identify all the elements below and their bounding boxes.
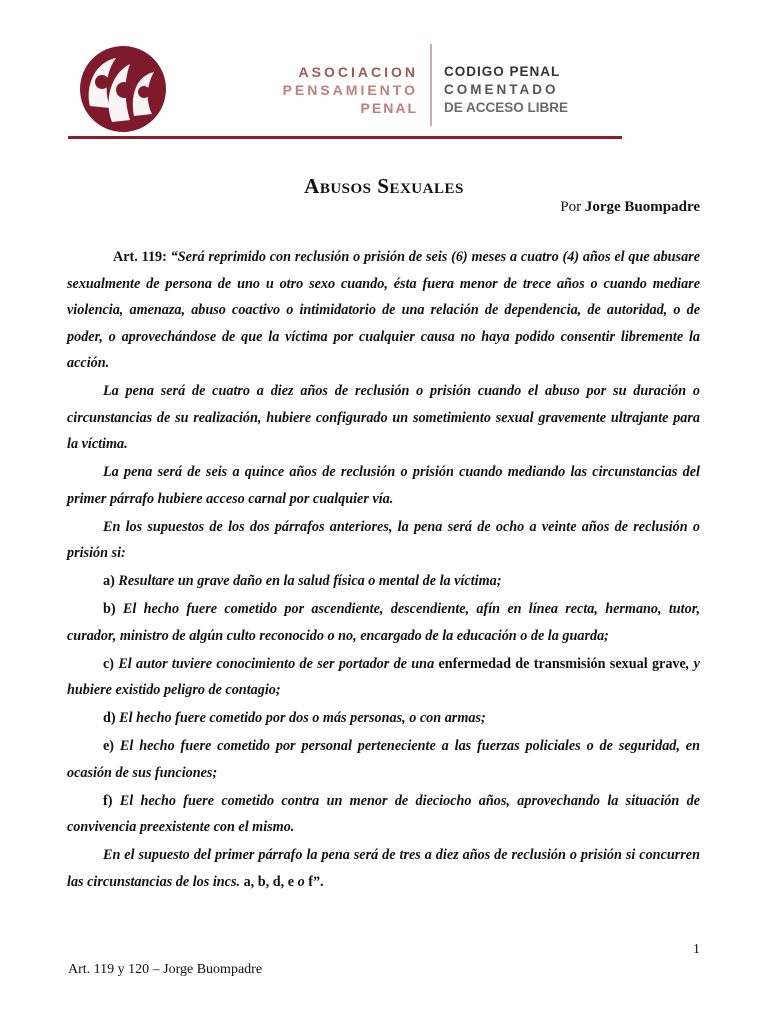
- paragraph-text: o: [294, 873, 305, 890]
- document-title: Abusos Sexuales: [304, 174, 464, 198]
- page-number: 1: [693, 942, 700, 957]
- author-name: Jorge Buompadre: [584, 199, 700, 215]
- item-text: El autor tuviere conocimiento de ser portador de una: [114, 655, 435, 672]
- paragraph-text: “Será reprimido con reclusión o prisión de seis (6) meses a cuatro (4) años el que abusare sexualmente de persona de uno u otro sexo cuando, ésta fuera menor de trece años o cuando mediare violencia, amenaza, abuso coactivo o intimidatorio de una relación de dependencia, de autoridad, o de poder, o aprovechándose de que la víctima por cualquier causa no haya podido consentir libremente la acción.: [67, 249, 700, 371]
- item-label: c): [103, 655, 115, 672]
- item-e: [67, 733, 700, 786]
- byline: [560, 199, 700, 216]
- item-label: d): [103, 710, 116, 726]
- paragraph-text-upright: f”.: [304, 873, 324, 890]
- item-label: f): [103, 792, 113, 809]
- byline-prefix: Por: [560, 199, 582, 215]
- item-label: b): [103, 601, 116, 617]
- item-f: [67, 788, 700, 841]
- org-name-line-1: ASOCIACION: [298, 64, 418, 80]
- code-title-line-1: CODIGO PENAL: [444, 64, 561, 79]
- paragraph-text: En el supuesto del primer párrafo la pena será de tres a diez años de reclusión o prisión si concurren las circunstancias de los incs.: [67, 847, 700, 890]
- paragraph-text-upright: a, b, d, e: [240, 873, 295, 890]
- paragraph-3: La pena será de seis a quince años de reclusión o prisión cuando mediando las circunstancias del primer párrafo hubiere acceso carnal por cualquier vía.: [67, 464, 700, 507]
- paragraph-4: En los supuestos de los dos párrafos anteriores, la pena será de ocho a veinte años de reclusión o prisión si:: [67, 518, 700, 561]
- header-rule: [68, 136, 622, 139]
- paragraph-2: La pena será de cuatro a diez años de reclusión o prisión cuando el abuso por su duración o circunstancias de su realización, hubiere configurado un sometimiento sexual gravemente ultrajante para la víctima.: [67, 383, 700, 452]
- item-text: El hecho fuere cometido por ascendiente, descendiente, afín en línea recta, hermano, tutor, curador, ministro de algún culto reconocido o no, encargado de la educación o de la guarda;: [67, 601, 700, 644]
- article-reference: Art. 119:: [113, 249, 167, 265]
- paragraph-last: [67, 842, 700, 895]
- item-text: , y hubiere existido peligro de contagio;: [67, 655, 700, 698]
- org-name-line-2: PENSAMIENTO: [282, 82, 418, 98]
- org-name-line-3: PENAL: [360, 100, 418, 116]
- document-body: [67, 244, 700, 897]
- item-text: El hecho fuere cometido por personal perteneciente a las fuerzas policiales o de seguridad, en ocasión de sus funciones;: [67, 738, 700, 781]
- item-text: El hecho fuere cometido por dos o más personas, o con armas;: [115, 710, 486, 726]
- item-label: e): [103, 738, 115, 754]
- item-text-upright: enfermedad de transmisión sexual grave: [434, 655, 686, 672]
- footer-text: Art. 119 y 120 – Jorge Buompadre: [68, 962, 263, 977]
- item-c: [67, 651, 700, 704]
- item-b: [67, 596, 700, 649]
- code-title-line-3: DE ACCESO LIBRE: [444, 100, 569, 115]
- header-divider: [430, 44, 432, 126]
- item-d: [67, 705, 700, 732]
- item-a: [67, 568, 700, 595]
- item-text: El hecho fuere cometido contra un menor de dieciocho años, aprovechando la situación de convivencia preexistente con el mismo.: [67, 792, 700, 835]
- item-text: Resultare un grave daño en la salud física o mental de la víctima;: [114, 573, 502, 589]
- paragraph-art-119: [67, 244, 700, 377]
- code-title-line-2: COMENTADO: [444, 82, 559, 97]
- app-logo-icon: [80, 46, 166, 132]
- item-label: a): [103, 573, 115, 589]
